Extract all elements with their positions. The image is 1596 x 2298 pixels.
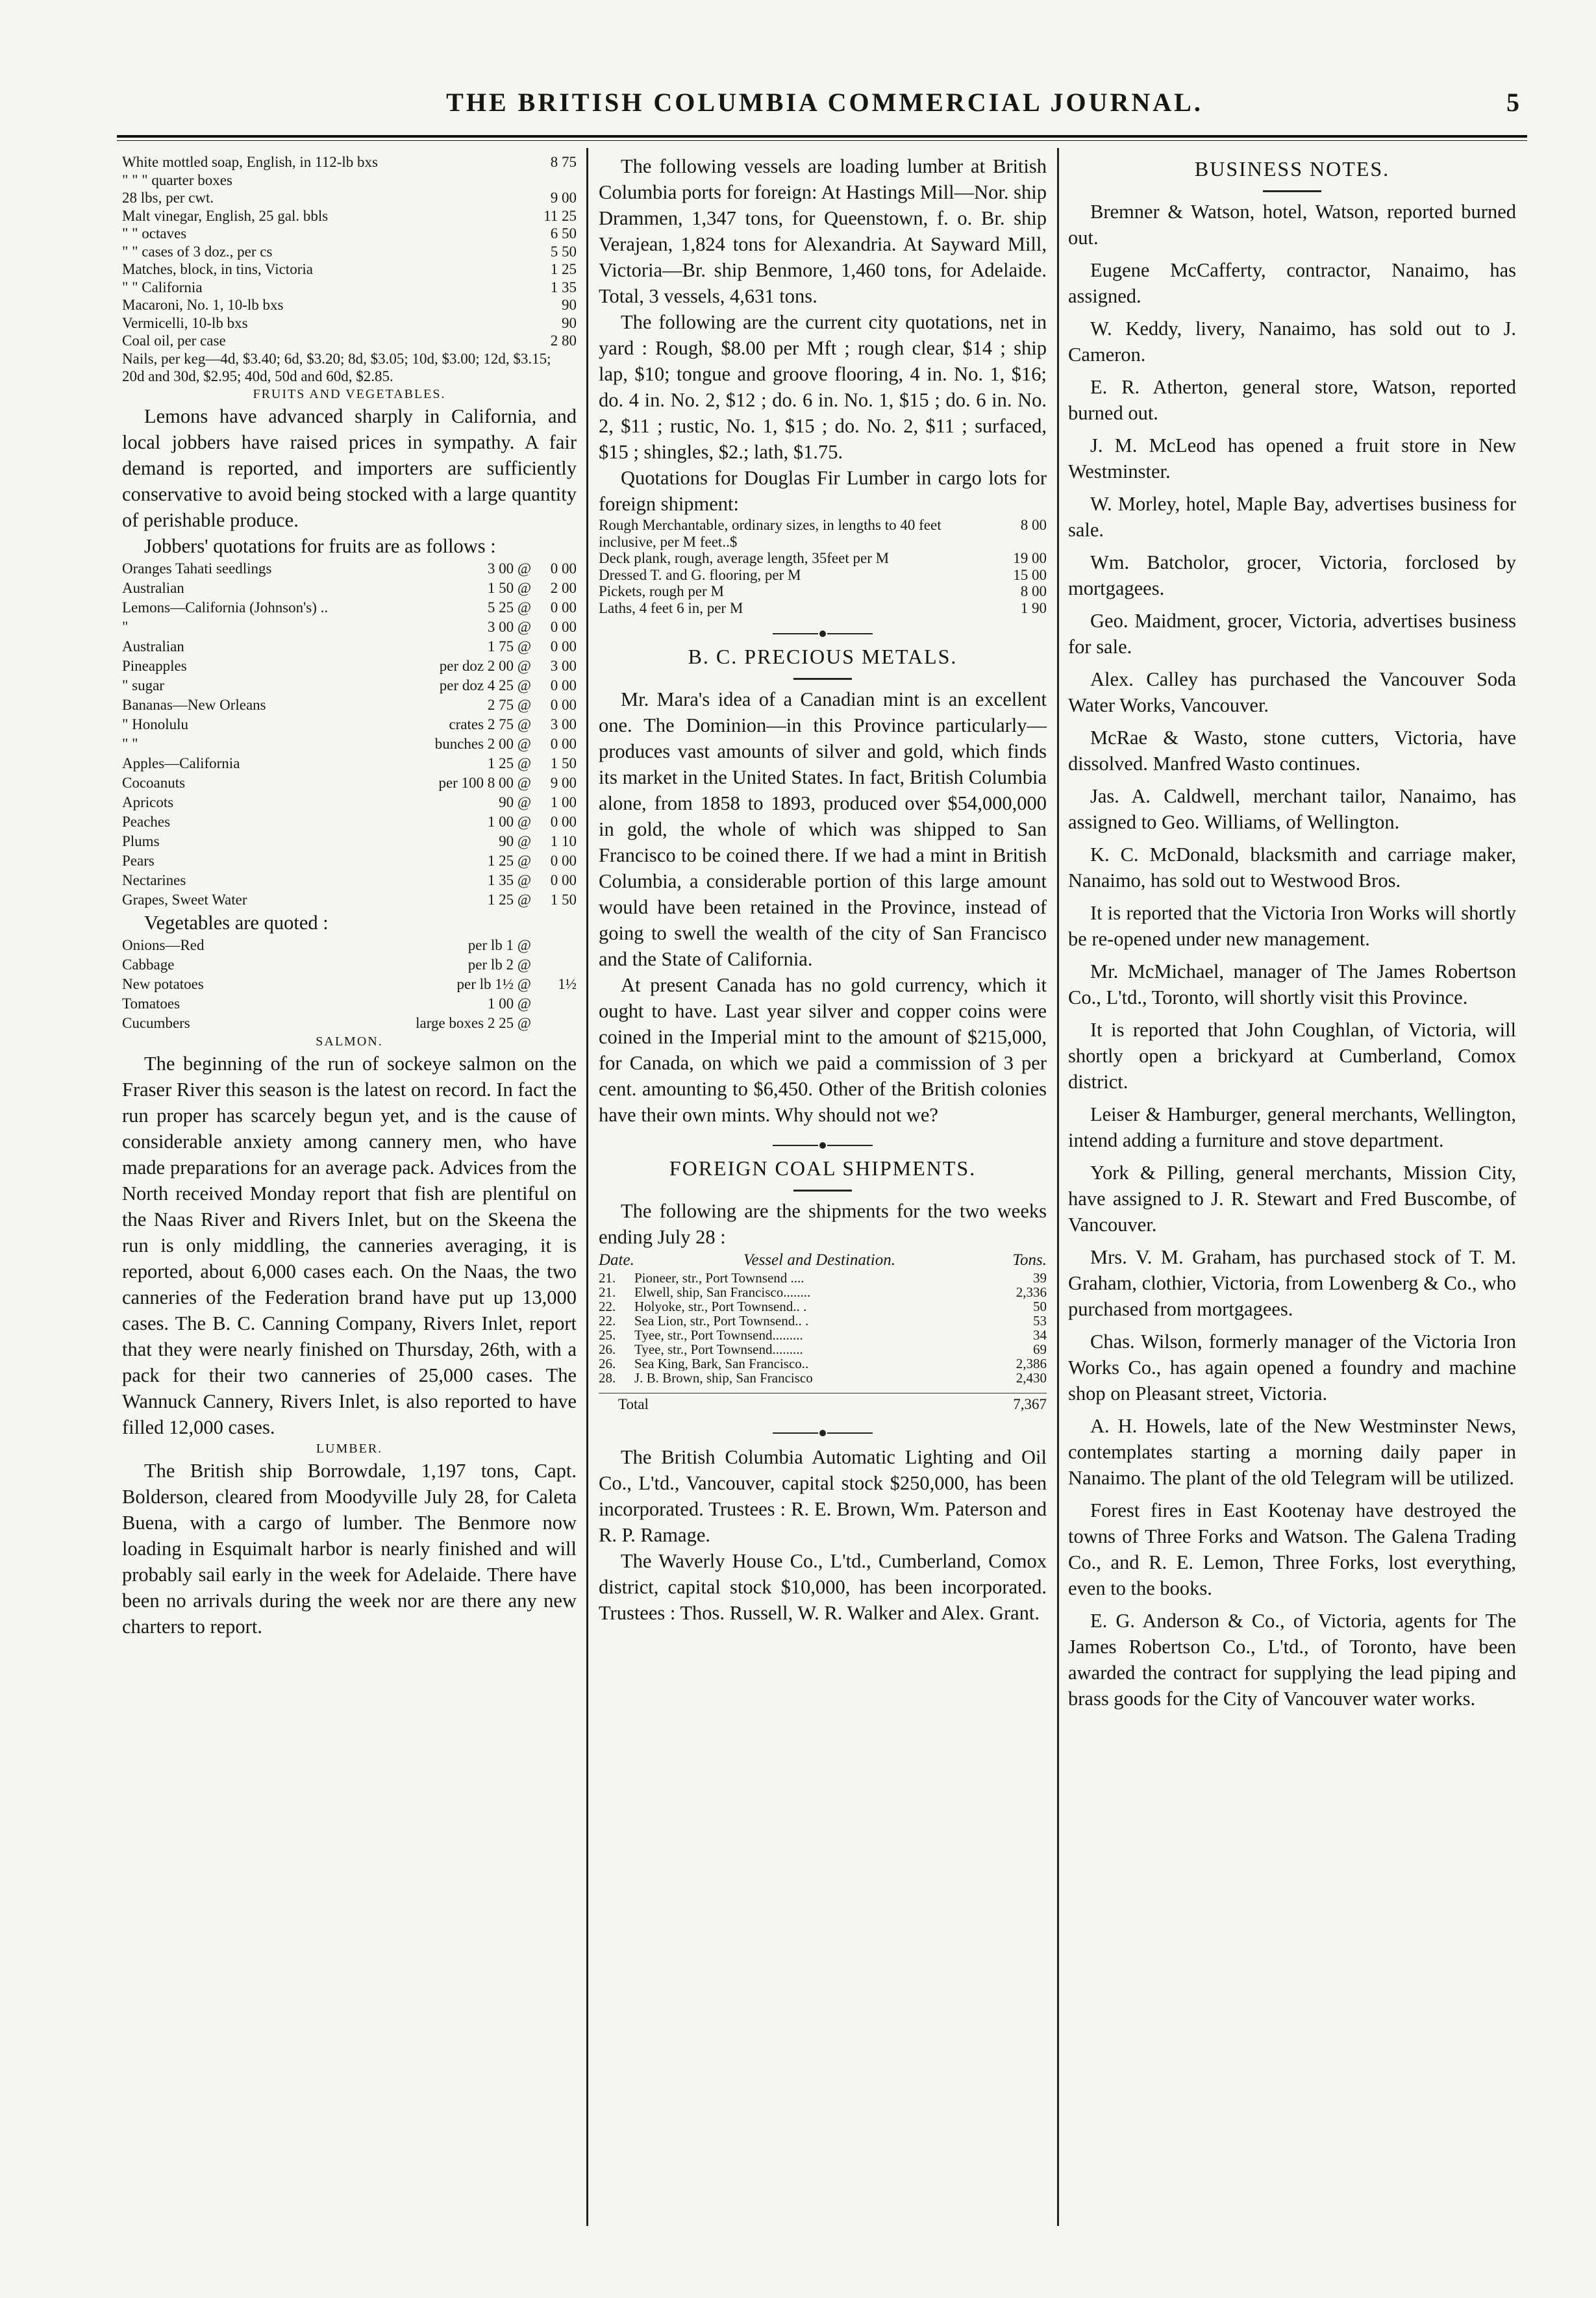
lumber-quote-row <box>599 600 1047 617</box>
header-rule-thin <box>117 140 1527 141</box>
fruit-name: Plums <box>122 832 160 849</box>
fruit-name: Peaches <box>122 813 171 830</box>
item-price: 1 35 <box>550 279 577 295</box>
jobbers-intro: Jobbers' quotations for fruits are as follows : <box>144 534 496 557</box>
fruit-price-high: 0 00 <box>550 618 577 635</box>
lumber-quote-row <box>599 583 1047 600</box>
business-note: J. M. McLeod has opened a fruit store in New Westminster. <box>1068 434 1516 482</box>
fruit-price: per doz 2 00 @ <box>439 657 531 674</box>
item-name: White mottled soap, English, in 112-lb bxs <box>122 154 378 170</box>
shipment-row <box>599 1285 1047 1299</box>
item-name: " " California <box>122 279 203 295</box>
lumber-price: 8 00 <box>1020 517 1047 533</box>
vegetable-price: per lb 1 @ <box>468 936 531 953</box>
fruit-price: 1 50 @ <box>487 579 531 596</box>
shipment-date: 26. <box>599 1342 616 1357</box>
fruit-price-high: 9 00 <box>550 774 577 791</box>
fruit-price-high: 0 00 <box>550 696 577 713</box>
coal-shipments-intro: The following are the shipments for the two weeks ending July 28 : <box>599 1200 1047 1248</box>
shipment-vessel: Holyoke, str., Port Townsend.. . <box>634 1299 807 1314</box>
price-row <box>122 260 577 279</box>
date-column-header: Date. <box>599 1251 634 1269</box>
business-note: W. Morley, hotel, Maple Bay, advertises business for sale. <box>1068 493 1516 541</box>
fruit-price: crates 2 75 @ <box>449 716 531 732</box>
fruit-quotations <box>122 559 577 910</box>
item-price: 6 50 <box>550 225 577 242</box>
shipment-date: 21. <box>599 1270 616 1286</box>
vessels-paragraph: The following vessels are loading lumber at British Columbia ports for foreign: At Hastings Mill—Nor. ship Drammen, 1,347 tons, for Queenstown, f. o. Br. ship Verajean, 1,824 tons for Alexandria. At Sayward Mill, Victoria—Br. ship Benmore, 1,460 tons, for Adelaide. Total, 3 vessels, 4,631 tons. <box>599 155 1047 307</box>
business-note: Geo. Maidment, grocer, Victoria, advertises business for sale. <box>1068 610 1516 658</box>
douglas-fir-quotations <box>599 517 1047 616</box>
lumber-heading: LUMBER. <box>316 1441 383 1456</box>
fruit-name: Apricots <box>122 793 174 810</box>
total-value: 7,367 <box>1013 1396 1047 1412</box>
shipment-vessel: Sea King, Bark, San Francisco.. <box>634 1356 809 1371</box>
shipment-tons: 34 <box>1033 1327 1047 1343</box>
fruit-row <box>122 618 577 637</box>
shipment-row <box>599 1342 1047 1356</box>
item-price: 1 25 <box>550 261 577 277</box>
shipment-date: 21. <box>599 1284 616 1300</box>
business-note: McRae & Wasto, stone cutters, Victoria, have dissolved. Manfred Wasto continues. <box>1068 727 1516 775</box>
fruit-price-high: 0 00 <box>550 560 577 577</box>
fruit-price-high: 0 00 <box>550 677 577 693</box>
business-note: Leiser & Hamburger, general merchants, Wellington, intend adding a furniture and stove department. <box>1068 1103 1516 1151</box>
vegetable-name: Cabbage <box>122 956 175 973</box>
business-note: Forest fires in East Kootenay have destroyed the towns of Three Forks and Watson. The Galena Trading Co., and R. E. Lemon, Three Forks, lost everything, even to the books. <box>1068 1499 1516 1599</box>
shipment-date: 28. <box>599 1370 616 1386</box>
fruit-name: Cocoanuts <box>122 774 186 791</box>
fruit-name: Lemons—California (Johnson's) .. <box>122 599 329 616</box>
fruit-price-high: 1 00 <box>550 793 577 810</box>
fruit-price: 1 35 @ <box>487 871 531 888</box>
fruit-price: 90 @ <box>499 832 531 849</box>
vegetable-price: per lb 2 @ <box>468 956 531 973</box>
business-note: W. Keddy, livery, Nanaimo, has sold out to J. Cameron. <box>1068 318 1516 366</box>
fruit-name: Oranges Tahati seedlings <box>122 560 272 577</box>
price-row <box>122 314 577 332</box>
total-label: Total <box>618 1396 649 1412</box>
lumber-item: Laths, 4 feet 6 in, per M <box>599 599 743 616</box>
section-separator <box>599 631 1047 637</box>
fruit-price-high: 0 00 <box>550 852 577 869</box>
business-note: It is reported that John Coughlan, of Victoria, will shortly open a brickyard at Cumberland, Comox district. <box>1068 1019 1516 1093</box>
fruit-row <box>122 871 577 890</box>
lumber-item: Deck plank, rough, average length, 35feet per M <box>599 550 890 566</box>
fruit-price-high: 0 00 <box>550 638 577 655</box>
fruit-price-high: 1 50 <box>550 755 577 771</box>
shipment-row <box>599 1271 1047 1285</box>
shipment-date: 22. <box>599 1299 616 1314</box>
shipment-vessel: Tyee, str., Port Townsend......... <box>634 1328 803 1342</box>
price-row <box>122 296 577 314</box>
shipment-date: 25. <box>599 1327 616 1343</box>
lumber-item: Pickets, rough per M <box>599 583 724 599</box>
business-note: Bremner & Watson, hotel, Watson, reported burned out. <box>1068 201 1516 249</box>
column-2 <box>599 153 1047 1626</box>
nails-prices: Nails, per keg—4d, $3.40; 6d, $3.20; 8d, $3.05; 10d, $3.00; 12d, $3.15; 20d and 30d, $2.95; 40d, 50d and 60d, $2.85. <box>122 350 551 384</box>
item-name: Malt vinegar, English, 25 gal. bbls <box>122 207 329 224</box>
shipment-date: 26. <box>599 1356 616 1371</box>
fruit-name: Australian <box>122 579 184 596</box>
vegetable-price: per lb 1½ @ <box>456 975 531 992</box>
lumber-price: 1 90 <box>1020 599 1047 616</box>
item-name: Vermicelli, 10-lb bxs <box>122 314 248 331</box>
fruit-name: Australian <box>122 638 184 655</box>
shipment-row <box>599 1356 1047 1371</box>
header-rule <box>117 135 1527 138</box>
vegetable-name: Cucumbers <box>122 1014 190 1031</box>
price-row <box>122 243 577 261</box>
vegetable-price-high: 1½ <box>558 975 577 992</box>
fruit-name: " " <box>122 735 138 752</box>
fruit-row <box>122 832 577 851</box>
shipment-date: 22. <box>599 1313 616 1329</box>
vegetable-row <box>122 955 577 975</box>
page-number: 5 <box>1506 88 1519 117</box>
item-price: 2 80 <box>550 332 577 349</box>
shipments-table-header <box>599 1250 1047 1271</box>
lighting-company-paragraph: The British Columbia Automatic Lighting and Oil Co., L'td., Vancouver, capital stock $250,000, has been incorporated. Trustees : R. E. Brown, Wm. Paterson and R. P. Ramage. <box>599 1446 1047 1546</box>
fruit-price: 1 25 @ <box>487 852 531 869</box>
fruit-name: Pears <box>122 852 155 869</box>
section-separator <box>599 1142 1047 1149</box>
fruit-name: Nectarines <box>122 871 186 888</box>
vegetable-price: large boxes 2 25 @ <box>416 1014 531 1031</box>
heading-rule <box>1263 190 1321 192</box>
heading-rule <box>793 678 852 680</box>
vegetable-price: 1 00 @ <box>487 995 531 1012</box>
fruit-name: Pineapples <box>122 657 187 674</box>
item-name: Matches, block, in tins, Victoria <box>122 261 313 277</box>
price-row <box>122 279 577 297</box>
fruit-price-high: 2 00 <box>550 579 577 596</box>
shipment-row <box>599 1299 1047 1314</box>
price-row <box>122 225 577 243</box>
fruit-row <box>122 812 577 832</box>
fruit-price-high: 0 00 <box>550 871 577 888</box>
shipment-vessel: J. B. Brown, ship, San Francisco <box>634 1371 813 1385</box>
journal-title: THE BRITISH COLUMBIA COMMERCIAL JOURNAL. <box>446 88 1203 117</box>
business-note: K. C. McDonald, blacksmith and carriage maker, Nanaimo, has sold out to Westwood Bros. <box>1068 843 1516 892</box>
fruits-heading: FRUITS AND VEGETABLES. <box>253 386 446 401</box>
douglas-fir-intro: Quotations for Douglas Fir Lumber in cargo lots for foreign shipment: <box>599 467 1047 515</box>
vegetable-price-high <box>531 1014 577 1033</box>
precious-metals-paragraph-2: At present Canada has no gold currency, which it ought to have. Last year silver and copper coins were coined in the Imperial mint to the amount of $215,000, for Canada, on which we paid a commission of 3 per cent. amounting to $6,450. Other of the British colonies have their own mints. Why should not we? <box>599 974 1047 1126</box>
fruit-name: Apples—California <box>122 755 240 771</box>
section-separator <box>599 1430 1047 1436</box>
fruit-row <box>122 637 577 656</box>
business-note: Alex. Calley has purchased the Vancouver Soda Water Works, Vancouver. <box>1068 668 1516 716</box>
shipment-tons: 2,430 <box>1016 1370 1047 1386</box>
fruit-price: 90 @ <box>499 793 531 810</box>
fruit-price: bunches 2 00 @ <box>434 735 531 752</box>
business-note: Mrs. V. M. Graham, has purchased stock of T. M. Graham, clothier, Victoria, from Lowenberg & Co., who purchased from mortgagees. <box>1068 1246 1516 1320</box>
page-header <box>130 78 1519 130</box>
lumber-paragraph: The British ship Borrowdale, 1,197 tons, Capt. Bolderson, cleared from Moodyville July 28, for Caleta Buena, with a cargo of lumber. The Benmore now loading in Esquimalt harbor is nearly finished and will probably sail early in the week for Adelaide. There have been no arrivals during the week nor are there any new charters to report. <box>122 1459 577 1638</box>
fruit-row <box>122 890 577 910</box>
shipment-row <box>599 1371 1047 1385</box>
lumber-quote-row <box>599 517 1047 550</box>
shipments-table <box>599 1271 1047 1385</box>
item-price: 9 00 <box>550 190 577 206</box>
column-divider-2 <box>1057 148 1059 2226</box>
fruit-price: 1 75 @ <box>487 638 531 655</box>
item-name: " " cases of 3 doz., per cs <box>122 243 273 260</box>
item-price: 11 25 <box>543 207 577 224</box>
item-name: Coal oil, per case <box>122 332 226 349</box>
business-note: A. H. Howels, late of the New Westminster News, contemplates starting a morning daily paper in Nanaimo. The plant of the old Telegram will be utilized. <box>1068 1415 1516 1489</box>
vessel-column-header: Vessel and Destination. <box>743 1251 895 1269</box>
price-row <box>122 189 577 207</box>
fruit-name: " Honolulu <box>122 716 189 732</box>
fruit-row <box>122 754 577 773</box>
business-note: E. R. Atherton, general store, Watson, reported burned out. <box>1068 376 1516 424</box>
vegetable-name: Onions—Red <box>122 936 205 953</box>
lumber-item: Dressed T. and G. flooring, per M <box>599 566 801 583</box>
fruit-price: 1 00 @ <box>487 813 531 830</box>
fruit-row <box>122 695 577 715</box>
column-divider-1 <box>586 148 588 2226</box>
business-note: It is reported that the Victoria Iron Works will shortly be re-opened under new management. <box>1068 902 1516 950</box>
city-quotations-paragraph: The following are the current city quotations, net in yard : Rough, $8.00 per Mft ; rough clear, $14 ; ship lap, $10; tongue and groove flooring, 4 in. No. 1, $16; do. 4 in. No. 2, $12 ; do. 6 in. No. 1, $15 ; do. 6 in. No. 2, $11 ; rustic, No. 1, $15 ; do. No. 2, $11 ; surfaced, $15 ; shingles, $2.; lath, $1.75. <box>599 311 1047 463</box>
fruit-price: 3 00 @ <box>487 618 531 635</box>
business-note: Jas. A. Caldwell, merchant tailor, Nanaimo, has assigned to Geo. Williams, of Wellington. <box>1068 785 1516 833</box>
price-row <box>122 153 577 171</box>
vegetable-name: New potatoes <box>122 975 204 992</box>
precious-metals-paragraph-1: Mr. Mara's idea of a Canadian mint is an excellent one. The Dominion—in this Province particularly—produces vast amounts of silver and gold, which finds its market in the United States. In fact, British Columbia alone, from 1858 to 1893, produced over $54,000,000 in gold, the whole of which was shipped to San Francisco to be coined there. If we had a mint in British Columbia, a considerable portion of this large amount would have been retained in the Province, instead of going to swell the wealth of the city of San Francisco and the State of California. <box>599 688 1047 970</box>
vegetables-intro: Vegetables are quoted : <box>144 911 329 934</box>
heading-rule <box>793 1190 852 1192</box>
price-list <box>122 153 577 350</box>
fruit-name: Bananas—New Orleans <box>122 696 266 713</box>
column-1 <box>122 153 577 1640</box>
lumber-quote-row <box>599 550 1047 567</box>
fruit-price-high: 0 00 <box>550 813 577 830</box>
column-3 <box>1068 153 1516 1718</box>
fruit-row <box>122 851 577 871</box>
price-row <box>122 332 577 350</box>
item-name: " " " quarter boxes <box>122 171 232 188</box>
waverly-house-paragraph: The Waverly House Co., L'td., Cumberland, Comox district, capital stock $10,000, has been incorporated. Trustees : Thos. Russell, W. R. Walker and Alex. Grant. <box>599 1550 1047 1624</box>
shipment-tons: 53 <box>1033 1313 1047 1329</box>
vegetable-row <box>122 936 577 955</box>
item-price: 90 <box>562 314 577 331</box>
shipments-total-row <box>599 1393 1047 1416</box>
fruit-row <box>122 715 577 734</box>
lumber-price: 19 00 <box>1013 550 1047 566</box>
fruit-price: 1 25 @ <box>487 755 531 771</box>
business-notes-heading: BUSINESS NOTES. <box>1194 157 1390 181</box>
fruit-price: 1 25 @ <box>487 891 531 908</box>
lumber-item: Rough Merchantable, ordinary sizes, in lengths to 40 feet inclusive, per M feet..$ <box>599 517 941 550</box>
lumber-price: 8 00 <box>1020 583 1047 599</box>
business-note: Eugene McCafferty, contractor, Nanaimo, has assigned. <box>1068 259 1516 307</box>
lumber-quote-row <box>599 567 1047 584</box>
vegetable-price-high <box>531 955 577 975</box>
shipment-row <box>599 1314 1047 1328</box>
fruit-price: per 100 8 00 @ <box>438 774 531 791</box>
price-row <box>122 171 577 190</box>
fruit-name: Grapes, Sweet Water <box>122 891 247 908</box>
fruit-row <box>122 579 577 598</box>
fruit-price-high: 1 50 <box>550 891 577 908</box>
business-note: E. G. Anderson & Co., of Victoria, agents for The James Robertson Co., L'td., of Toronto, have been awarded the contract for supplying the lead piping and brass goods for the City of Vancouver water works. <box>1068 1610 1516 1710</box>
fruit-row <box>122 676 577 695</box>
fruit-price: 2 75 @ <box>487 696 531 713</box>
shipment-vessel: Elwell, ship, San Francisco........ <box>634 1285 811 1299</box>
fruit-name: " sugar <box>122 677 164 693</box>
shipment-row <box>599 1328 1047 1342</box>
fruit-price-high: 3 00 <box>550 657 577 674</box>
fruit-row <box>122 656 577 676</box>
vegetable-row <box>122 994 577 1014</box>
business-note: York & Pilling, general merchants, Mission City, have assigned to J. R. Stewart and Fred Buscombe, of Vancouver. <box>1068 1162 1516 1236</box>
fruit-price-high: 1 10 <box>550 832 577 849</box>
tons-column-header: Tons. <box>1012 1251 1047 1269</box>
price-row <box>122 207 577 225</box>
item-name: Macaroni, No. 1, 10-lb bxs <box>122 297 284 313</box>
vegetable-price-high <box>531 936 577 955</box>
fruit-row <box>122 734 577 754</box>
shipment-vessel: Sea Lion, str., Port Townsend.. . <box>634 1314 809 1328</box>
business-note: Wm. Batcholor, grocer, Victoria, forclosed by mortgagees. <box>1068 551 1516 599</box>
vegetable-row <box>122 1014 577 1033</box>
fruit-price: 5 25 @ <box>487 599 531 616</box>
item-name: 28 lbs, per cwt. <box>122 190 214 206</box>
vegetable-name: Tomatoes <box>122 995 181 1012</box>
salmon-paragraph: The beginning of the run of sockeye salmon on the Fraser River this season is the latest on record. In fact the run proper has scarcely begun yet, and is the cause of considerable anxiety among cannery men, who have made preparations for an average pack. Advices from the North received Monday report that fish are plentiful on the Naas River and Rivers Inlet, but on the Skeena the run is only middling, the canneries averaging, it is reported, about 6,000 cases each. On the Naas, the two canneries of the Federation brand have put up 13,000 cases. The B. C. Canning Company, Rivers Inlet, report that they were nearly finished on Thursday, 26th, with a pack for their two canneries of 25,000 cases. The Wannuck Cannery, Rivers Inlet, is also reported to have filled 12,000 cases. <box>122 1052 577 1438</box>
fruit-price-high: 0 00 <box>550 599 577 616</box>
fruit-row <box>122 773 577 793</box>
business-note: Chas. Wilson, formerly manager of the Victoria Iron Works Co., has again opened a foundry and machine shop on Pleasant street, Victoria. <box>1068 1330 1516 1405</box>
vegetable-row <box>122 975 577 994</box>
item-price: 8 75 <box>550 154 577 170</box>
item-price: 5 50 <box>550 243 577 260</box>
shipment-tons: 2,386 <box>1016 1356 1047 1371</box>
shipment-vessel: Tyee, str., Port Townsend......... <box>634 1342 803 1356</box>
precious-metals-heading: B. C. PRECIOUS METALS. <box>688 645 958 668</box>
fruit-row <box>122 559 577 579</box>
business-notes-list <box>1068 199 1516 1712</box>
salmon-heading: SALMON. <box>316 1034 383 1049</box>
business-note: Mr. McMichael, manager of The James Robertson Co., L'td., Toronto, will shortly visit this Province. <box>1068 960 1516 1008</box>
fruits-paragraph: Lemons have advanced sharply in California, and local jobbers have raised prices in sympathy. A fair demand is reported, and importers are sufficiently conservative to avoid being stocked with a large quantity of perishable produce. <box>122 405 577 531</box>
fruit-row <box>122 793 577 812</box>
shipment-tons: 39 <box>1033 1270 1047 1286</box>
fruit-row <box>122 598 577 618</box>
item-price: 90 <box>562 297 577 313</box>
fruit-price: per doz 4 25 @ <box>439 677 531 693</box>
lumber-price: 15 00 <box>1013 566 1047 583</box>
shipment-tons: 69 <box>1033 1342 1047 1357</box>
fruit-name: " <box>122 618 129 635</box>
vegetable-price-high <box>531 994 577 1014</box>
fruit-price: 3 00 @ <box>487 560 531 577</box>
fruit-price-high: 0 00 <box>550 735 577 752</box>
shipment-tons: 2,336 <box>1016 1284 1047 1300</box>
coal-shipments-heading: FOREIGN COAL SHIPMENTS. <box>669 1156 977 1180</box>
fruit-price-high: 3 00 <box>550 716 577 732</box>
shipment-vessel: Pioneer, str., Port Townsend .... <box>634 1271 804 1285</box>
vegetable-quotations <box>122 936 577 1033</box>
shipment-tons: 50 <box>1033 1299 1047 1314</box>
item-name: " " octaves <box>122 225 187 242</box>
